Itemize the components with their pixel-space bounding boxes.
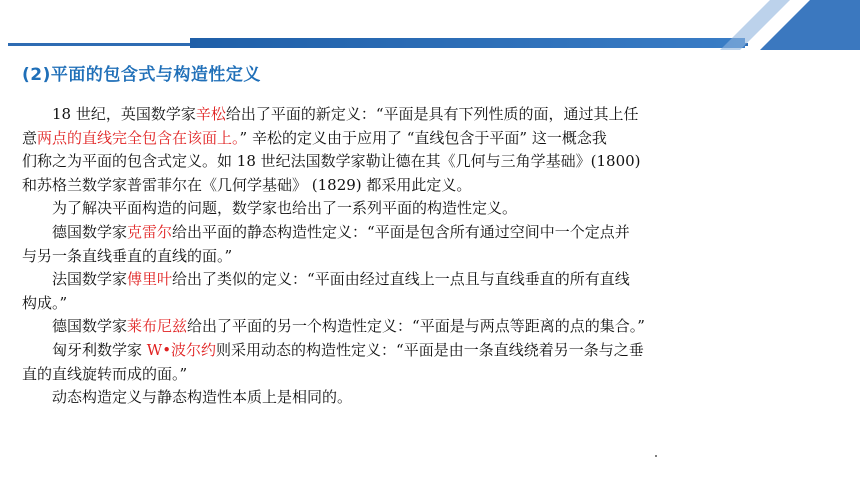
header-bar — [190, 38, 745, 48]
text-span: 直的直线旋转而成的面。” — [22, 364, 188, 383]
text-span: 给出平面的静态构造性定义：“平面是包含所有通过空间中一个定点并 — [172, 222, 630, 241]
text-span: 和苏格兰数学家普雷菲尔在《几何学基础》 (1829) 都采用此定义。 — [22, 175, 472, 194]
text-span: 法国数学家 — [22, 270, 128, 289]
text-line — [22, 268, 792, 292]
text-span: 为了解决平面构造的问题，数学家也给出了一系列平面的构造性定义。 — [22, 199, 518, 218]
text-span: 德国数学家 — [22, 222, 128, 241]
text-span: 给出了类似的定义：“平面由经过直线上一点且与直线垂直的所有直线 — [172, 270, 630, 289]
body-text — [22, 103, 792, 410]
text-span: 德国数学家 — [22, 317, 128, 336]
text-span: 匈牙利数学家 — [22, 340, 147, 359]
text-line — [22, 339, 792, 363]
text-line — [22, 103, 792, 127]
text-line — [22, 386, 792, 410]
corner-decoration — [720, 0, 860, 50]
text-line — [22, 245, 792, 269]
text-line — [22, 292, 792, 316]
text-span: 意 — [22, 128, 38, 147]
text-span: 则采用动态的构造性定义：“平面是由一条直线绕着另一条与之垂 — [216, 340, 644, 359]
text-span: ” 辛松的定义由于应用了 “直线包含于平面” 这一概念我 — [239, 128, 607, 147]
text-span: 们称之为平面的包含式定义。如 18 世纪法国数学家勒让德在其《几何与三角学基础》(1800) — [22, 152, 641, 171]
text-line — [22, 315, 792, 339]
page-dot — [655, 455, 657, 457]
text-line — [22, 127, 792, 151]
text-span: 给出了平面的新定义：“平面是具有下列性质的面，通过其上任 — [225, 105, 639, 123]
text-line — [22, 197, 792, 221]
text-line — [22, 174, 792, 198]
section-heading: (2)平面的包含式与构造性定义 — [22, 65, 261, 85]
text-span: 与另一条直线垂直的直线的面。” — [22, 246, 233, 265]
text-span: 给出了平面的另一个构造性定义：“平面是与两点等距离的点的集合。” — [187, 317, 645, 336]
text-span: 构成。” — [22, 293, 68, 312]
highlighted-text: W•波尔约 — [146, 340, 217, 359]
highlighted-text: 两点的直线完全包含在该面上。 — [37, 128, 240, 147]
text-line — [22, 363, 792, 387]
text-span: 动态构造定义与静态构造性本质上是相同的。 — [22, 388, 353, 407]
highlighted-text: 辛松 — [195, 105, 226, 123]
text-line — [22, 150, 792, 174]
text-span: 18 世纪，英国数学家 — [22, 105, 196, 123]
text-line — [22, 221, 792, 245]
highlighted-text: 克雷尔 — [127, 222, 173, 241]
highlighted-text: 莱布尼兹 — [127, 317, 188, 336]
highlighted-text: 傅里叶 — [127, 270, 173, 289]
